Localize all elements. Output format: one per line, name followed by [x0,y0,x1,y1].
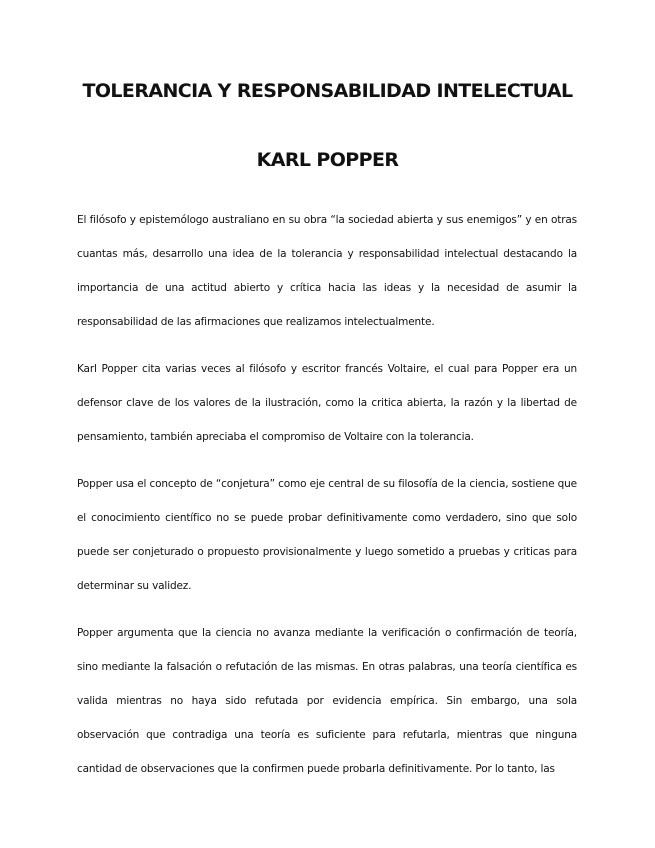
document-body [77,203,577,799]
paragraph-intro: El filósofo y epistemólogo australiano en su obra “la sociedad abierta y sus enemigos” y en otras cuantas más, desarrollo una idea de la tolerancia y responsabilidad intelectual destacando la importancia de una actitud abierto y crítica hacia las ideas y la necesidad de asumir la responsabilidad de las afirmaciones que realizamos intelectualmente. [77,214,577,328]
paragraph-conjetura: Popper usa el concepto de “conjetura” como eje central de su filosofía de la ciencia, sostiene que el conocimiento científico no se puede probar definitivamente como verdadero, sino que solo puede ser conjeturado o propuesto provisionalmente y luego sometido a pruebas y criticas para determinar su validez. [77,478,577,592]
paragraph-falsacion: Popper argumenta que la ciencia no avanza mediante la verificación o confirmación de teoría, sino mediante la falsación o refutación de las mismas. En otras palabras, una teoría científica es valida mientras no haya sido refutada por evidencia empírica. Sin embargo, una sola observación que contradiga una teoría es suficiente para refutarla, mientras que ninguna cantidad de observaciones que la confirmen puede probarla definitivamente. Por lo tanto, las [77,627,577,775]
document-title: TOLERANCIA Y RESPONSABILIDAD INTELECTUAL [82,80,573,102]
paragraph-voltaire: Karl Popper cita varias veces al filósofo y escritor francés Voltaire, el cual para Popper era un defensor clave de los valores de la ilustración, como la critica abierta, la razón y la libertad de pensamiento, también apreciaba el compromiso de Voltaire con la tolerancia. [77,363,577,443]
document-author: KARL POPPER [256,149,399,171]
